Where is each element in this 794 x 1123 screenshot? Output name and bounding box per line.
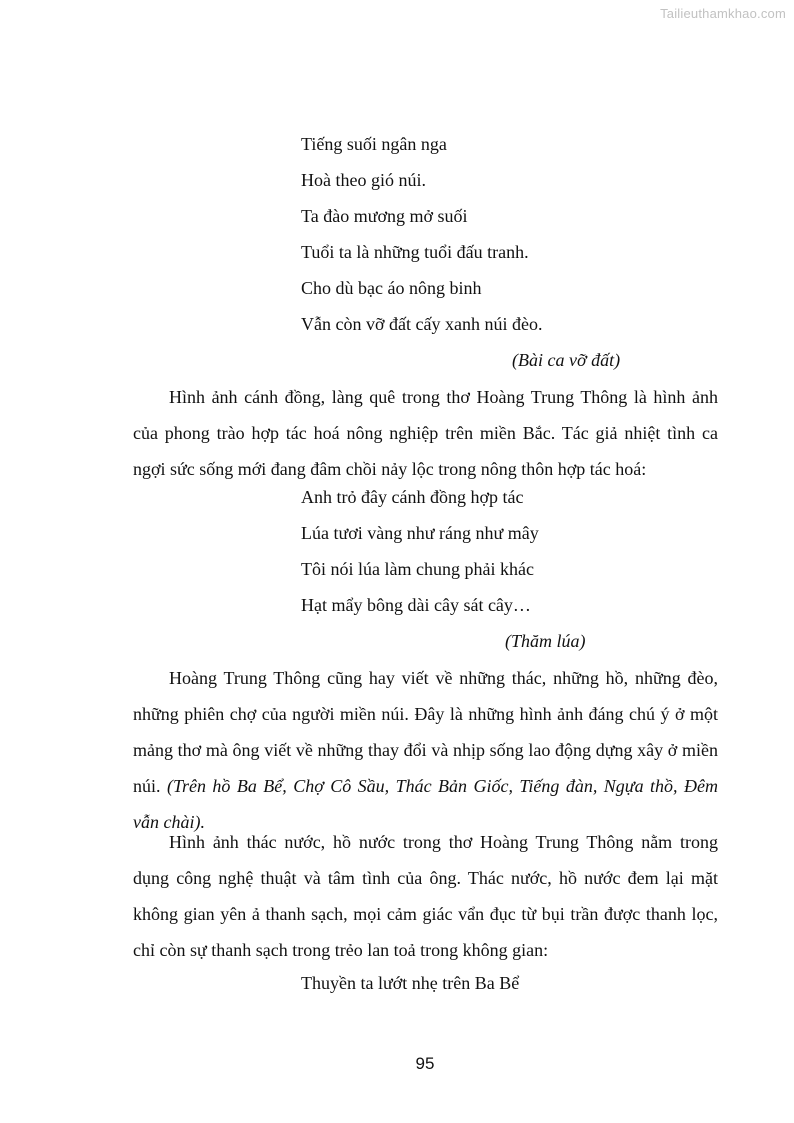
poem1-line-5: Cho dù bạc áo nông binh	[301, 278, 482, 298]
paragraph-2-italic-titles: (Trên hồ Ba Bể, Chợ Cô Sầu, Thác Bản Giốc, Tiếng đàn, Ngựa thồ, Đêm vẫn chài).	[133, 776, 718, 832]
poem2-citation: (Thăm lúa)	[505, 631, 586, 651]
paragraph-2-text	[133, 660, 718, 840]
page-number: 95	[415, 1054, 435, 1073]
poem2-line-3: Tôi nói lúa làm chung phải khác	[301, 559, 534, 579]
paragraph-2-body: Hoàng Trung Thông cũng hay viết về những thác, những hồ, những đèo, những phiên chợ của người miền núi. Đây là những hình ảnh đáng chú ý ở một mảng thơ mà ông viết về những thay đổi và nhịp sống lao động dựng xây ở miền núi.	[133, 668, 718, 796]
poem2-line-2: Lúa tươi vàng như ráng như mây	[301, 523, 539, 543]
poem1-line-3: Ta đào mương mở suối	[301, 206, 468, 226]
paragraph-3	[133, 824, 718, 968]
poem3-line-1: Thuyền ta lướt nhẹ trên Ba Bể	[301, 973, 520, 993]
poem1-line-1: Tiếng suối ngân nga	[301, 134, 447, 154]
paragraph-3-text: Hình ảnh thác nước, hồ nước trong thơ Hoàng Trung Thông nằm trong dụng công nghệ thuật và tâm tình của ông. Thác nước, hồ nước đem lại mặt không gian yên ả thanh sạch, mọi cảm giác vẩn đục từ bụi trần được thanh lọc, chỉ còn sự thanh sạch trong trẻo lan toả trong không gian:	[133, 832, 718, 960]
poem2-line-4: Hạt mẩy bông dài cây sát cây…	[301, 595, 531, 615]
paragraph-1	[133, 379, 718, 487]
paragraph-2	[133, 660, 718, 840]
poem1-citation: (Bài ca vỡ đất)	[512, 350, 621, 370]
poem1-line-4: Tuổi ta là những tuổi đấu tranh.	[301, 242, 529, 262]
poem2-line-1: Anh trỏ đây cánh đồng hợp tác	[301, 487, 524, 507]
poem1-line-2: Hoà theo gió núi.	[301, 170, 426, 190]
paragraph-1-text: Hình ảnh cánh đồng, làng quê trong thơ Hoàng Trung Thông là hình ảnh của phong trào hợp tác hoá nông nghiệp trên miền Bắc. Tác giả nhiệt tình ca ngợi sức sống mới đang đâm chồi nảy lộc trong nông thôn hợp tác hoá:	[133, 387, 718, 479]
watermark: Tailieuthamkhao.com	[660, 6, 786, 21]
poem1-line-6: Vẫn còn vỡ đất cấy xanh núi đèo.	[301, 314, 543, 334]
